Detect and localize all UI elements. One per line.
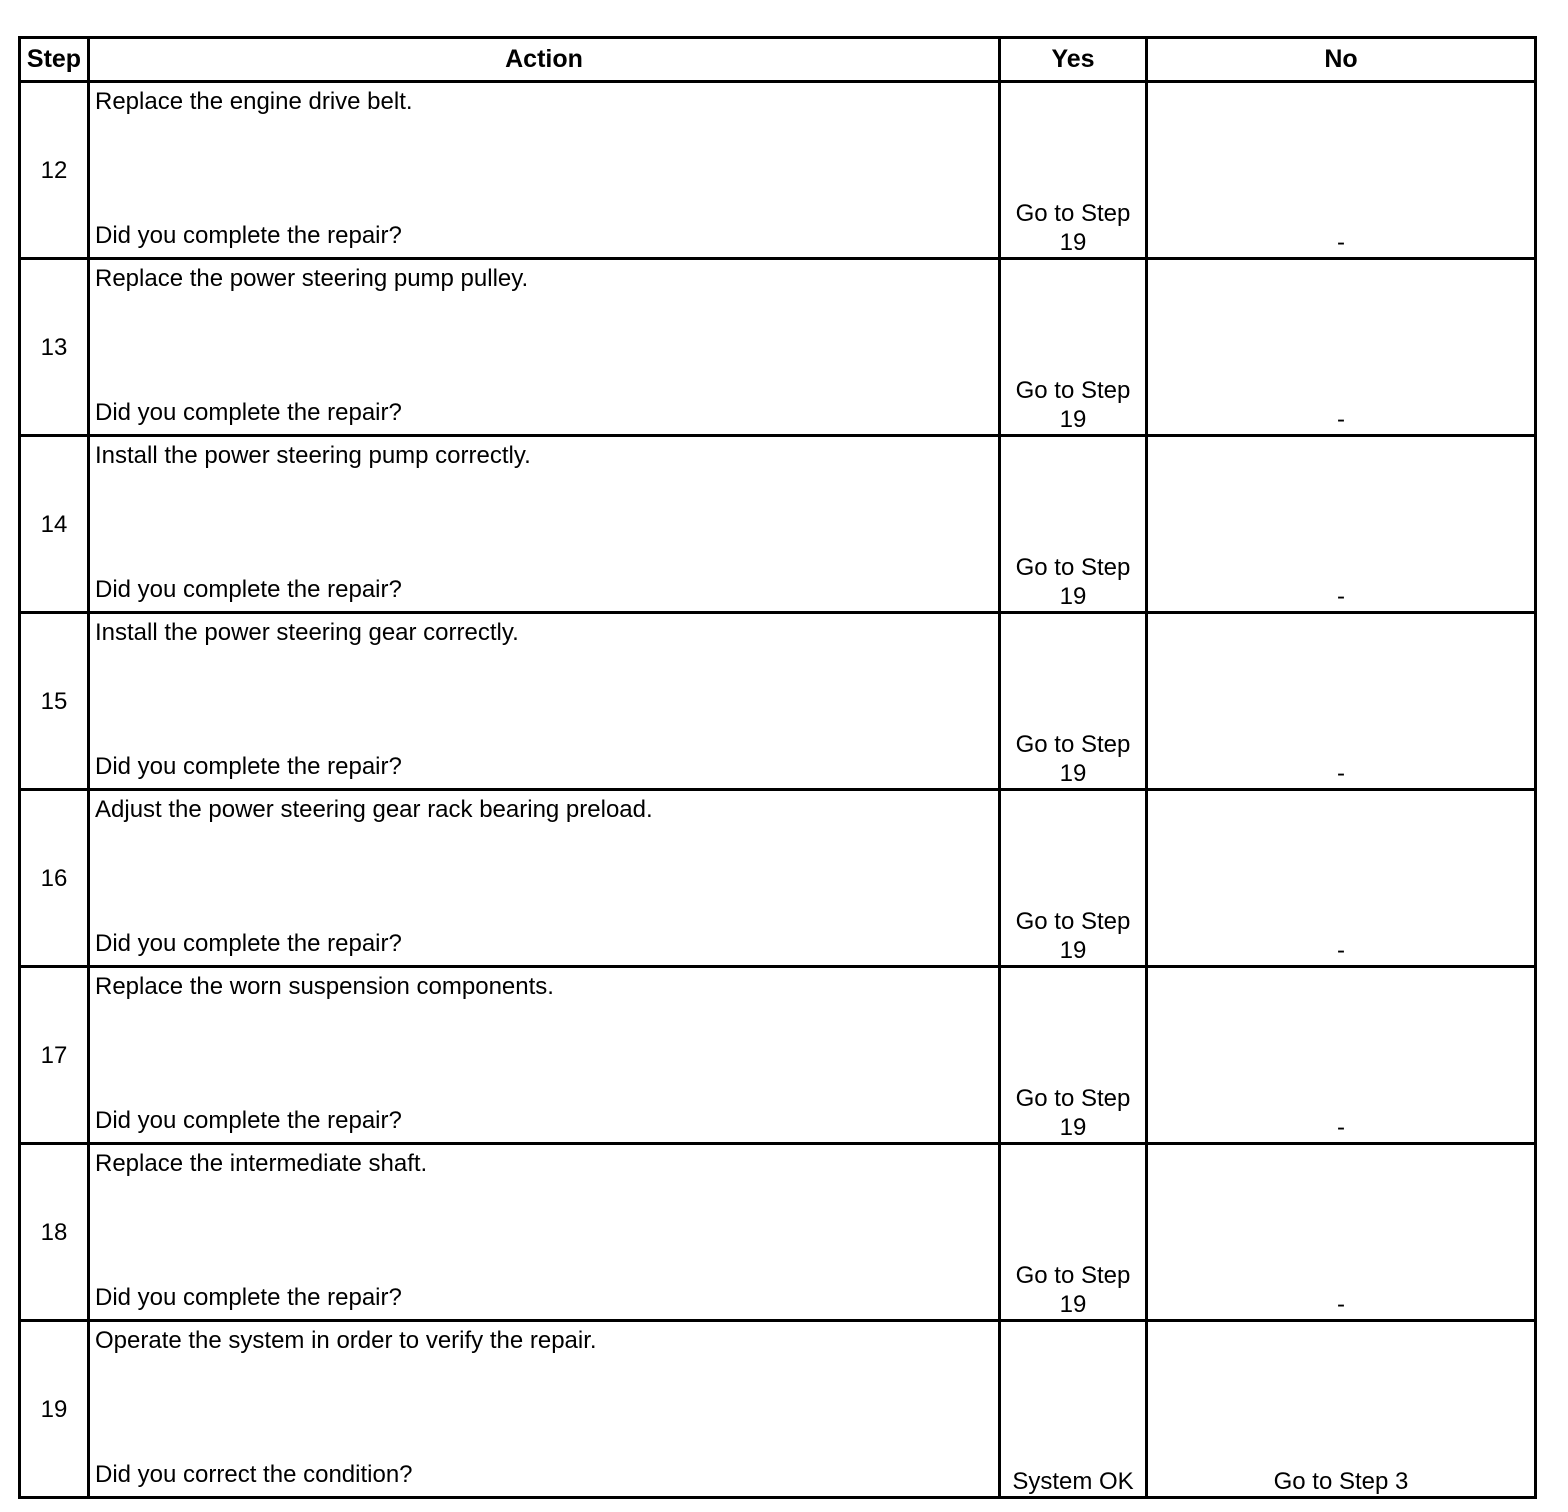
action-cell [89,436,1000,613]
yes-text: Go to Step [1015,554,1131,581]
no-cell [1147,790,1536,967]
action-text: Replace the worn suspension components. [95,973,554,1000]
action-cell [89,967,1000,1144]
yes-text: Go to Step [1015,731,1131,758]
step-number: 13 [20,259,89,436]
header-yes: Yes [1000,38,1147,82]
question-text: Did you complete the repair? [95,1107,402,1134]
action-cell [89,613,1000,790]
yes-text: Go to Step [1015,1085,1131,1112]
table-row [20,82,1536,259]
action-cell [89,259,1000,436]
question-text: Did you complete the repair? [95,576,402,603]
action-cell [89,82,1000,259]
step-number: 15 [20,613,89,790]
yes-cell [1000,613,1147,790]
no-text: - [1337,229,1345,256]
question-text: Did you complete the repair? [95,222,402,249]
no-cell [1147,1144,1536,1321]
yes-cell [1000,436,1147,613]
yes-step: 19 [1059,229,1087,256]
no-cell [1147,82,1536,259]
question-text: Did you complete the repair? [95,930,402,957]
action-text: Replace the intermediate shaft. [95,1150,428,1177]
no-text: - [1337,1114,1345,1141]
no-text: - [1337,583,1345,610]
yes-cell [1000,1321,1147,1498]
no-cell [1147,1321,1536,1498]
yes-text: Go to Step [1015,1262,1131,1289]
yes-step: 19 [1059,760,1087,787]
table-row [20,790,1536,967]
no-cell [1147,436,1536,613]
table-row [20,613,1536,790]
diagnostic-table [18,36,1537,1499]
yes-text: Go to Step [1015,908,1131,935]
yes-text: Go to Step [1015,377,1131,404]
question-text: Did you complete the repair? [95,399,402,426]
question-text: Did you complete the repair? [95,1284,402,1311]
no-text: - [1337,406,1345,433]
question-text: Did you complete the repair? [95,753,402,780]
no-text: Go to Step 3 [1273,1468,1409,1495]
yes-cell [1000,82,1147,259]
header-no: No [1147,38,1536,82]
action-text: Replace the power steering pump pulley. [95,265,529,292]
step-number: 16 [20,790,89,967]
yes-cell [1000,967,1147,1144]
step-number: 17 [20,967,89,1144]
action-text: Adjust the power steering gear rack bearing preload. [95,796,653,823]
action-cell [89,1144,1000,1321]
yes-cell [1000,1144,1147,1321]
yes-step: 19 [1059,1291,1087,1318]
yes-step: System OK [1012,1468,1134,1495]
table-row [20,1321,1536,1498]
yes-step: 19 [1059,1114,1087,1141]
yes-step: 19 [1059,406,1087,433]
action-cell [89,1321,1000,1498]
header-action: Action [89,38,1000,82]
step-number: 19 [20,1321,89,1498]
no-text: - [1337,1291,1345,1318]
table-row [20,967,1536,1144]
yes-step: 19 [1059,583,1087,610]
question-text: Did you correct the condition? [95,1461,413,1488]
yes-step: 19 [1059,937,1087,964]
yes-cell [1000,790,1147,967]
step-number: 18 [20,1144,89,1321]
table-header-row [20,38,1536,82]
table-row [20,259,1536,436]
step-number: 12 [20,82,89,259]
table-row [20,1144,1536,1321]
action-text: Replace the engine drive belt. [95,88,413,115]
table-row [20,436,1536,613]
no-text: - [1337,760,1345,787]
no-cell [1147,613,1536,790]
action-text: Operate the system in order to verify the repair. [95,1327,597,1354]
action-text: Install the power steering gear correctly. [95,619,519,646]
action-cell [89,790,1000,967]
yes-text: Go to Step [1015,200,1131,227]
no-text: - [1337,937,1345,964]
action-text: Install the power steering pump correctly. [95,442,531,469]
header-step: Step [20,38,89,82]
yes-cell [1000,259,1147,436]
no-cell [1147,259,1536,436]
step-number: 14 [20,436,89,613]
no-cell [1147,967,1536,1144]
